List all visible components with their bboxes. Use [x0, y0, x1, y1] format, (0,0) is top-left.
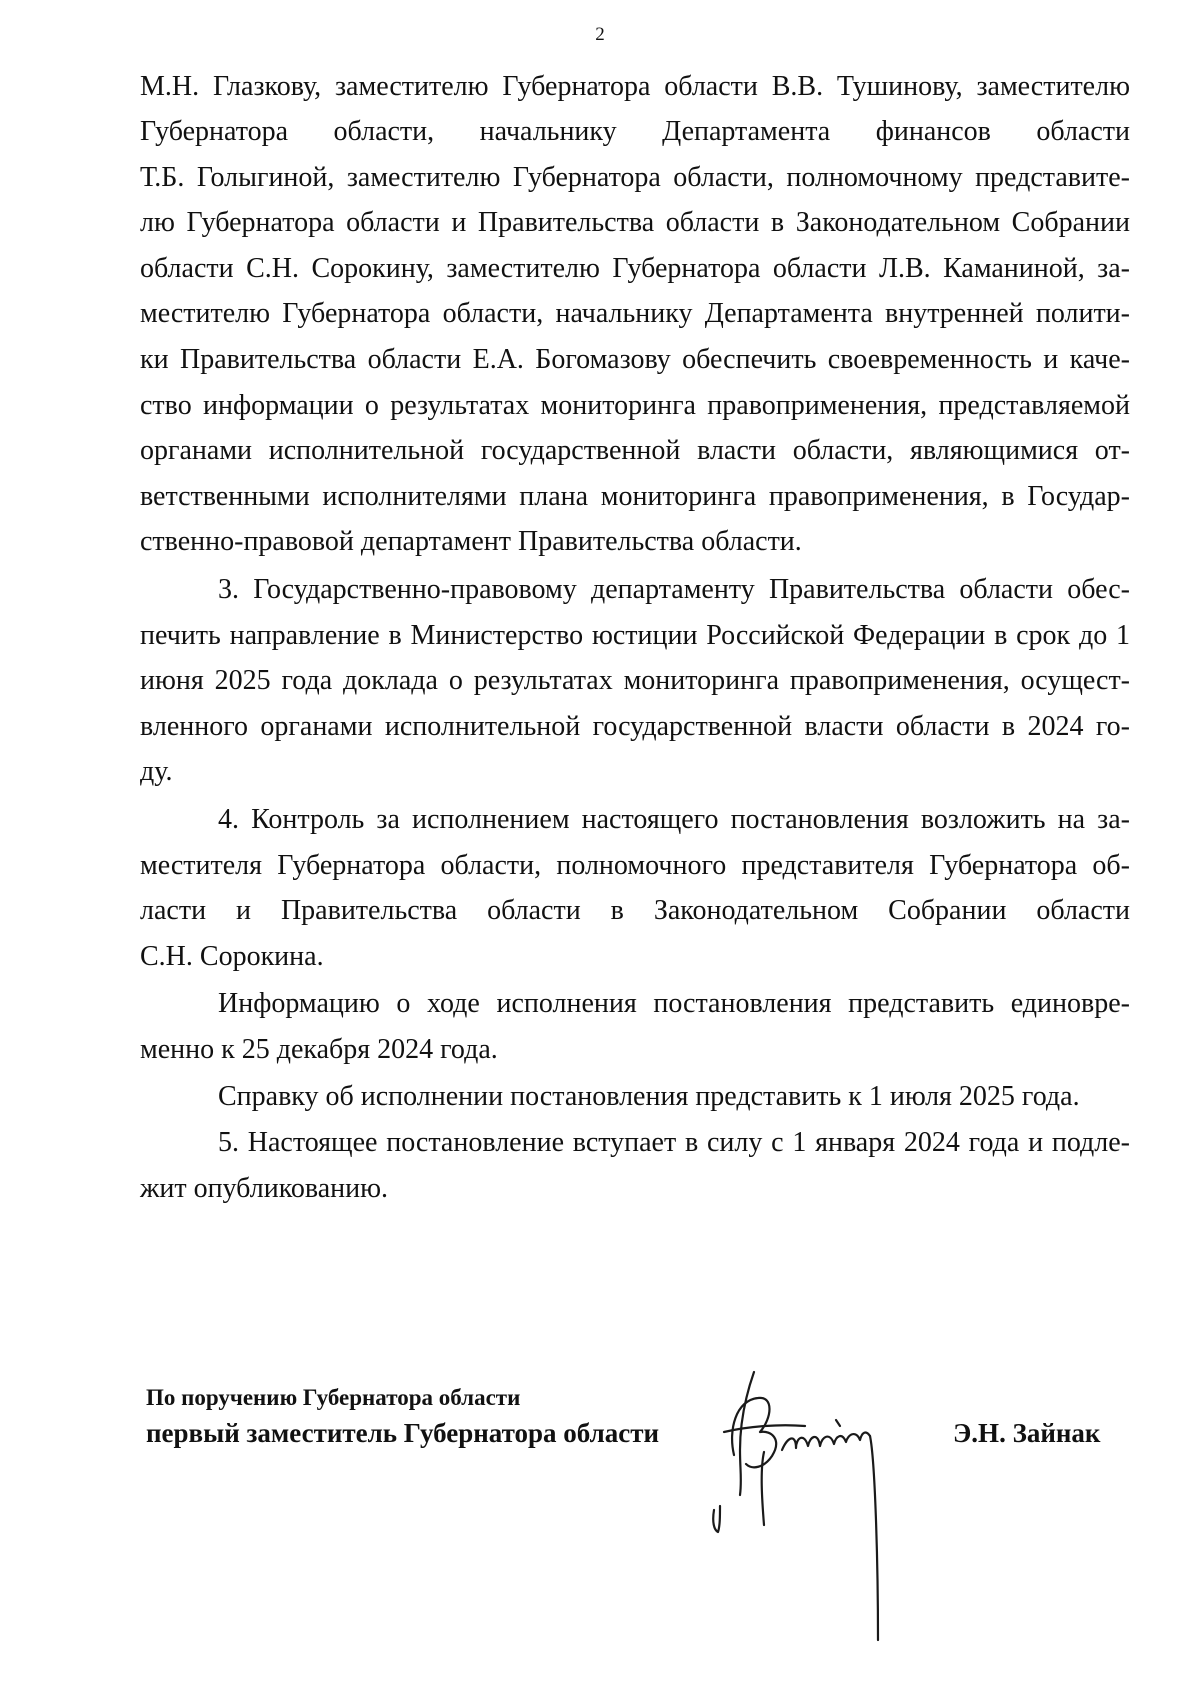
- text-line: ду.: [140, 756, 173, 787]
- paragraph-report-line: Справку об исполнении постановления представить к 1 июля 2025 года.: [218, 1081, 1080, 1112]
- paragraph-4-line: 4. Контроль за исполнением настоящего постановления возложить на за-: [218, 804, 1130, 835]
- text-line: Губернатора области, начальнику Департамента финансов области: [140, 116, 1130, 147]
- text-line: лю Губернатора области и Правительства области в Законодательном Собрании: [140, 207, 1130, 238]
- text-line: органами исполнительной государственной власти области, являющимися от-: [140, 435, 1130, 466]
- text-line: ки Правительства области Е.А. Богомазову обеспечить своевременность и каче-: [140, 344, 1130, 375]
- text-line: ветственными исполнителями плана мониторинга правоприменения, в Государ-: [140, 481, 1130, 512]
- paragraph-5-line: 5. Настоящее постановление вступает в силу с 1 января 2024 года и подле-: [218, 1127, 1130, 1158]
- text-line: местителю Губернатора области, начальнику Департамента внутренней полити-: [140, 298, 1130, 329]
- text-line: С.Н. Сорокина.: [140, 941, 324, 972]
- text-line: местителя Губернатора области, полномочного представителя Губернатора об-: [140, 850, 1130, 881]
- text-line: области С.Н. Сорокину, заместителю Губернатора области Л.В. Каманиной, за-: [140, 253, 1130, 284]
- paragraph-3-line: 3. Государственно-правовому департаменту Правительства области обес-: [218, 574, 1130, 605]
- paragraph-info-line: Информацию о ходе исполнения постановления представить единовре-: [218, 988, 1130, 1019]
- signer-position: первый заместитель Губернатора области: [146, 1418, 660, 1448]
- text-line: ласти и Правительства области в Законодательном Собрании области: [140, 895, 1130, 926]
- text-line: июня 2025 года доклада о результатах мониторинга правоприменения, осущест-: [140, 665, 1130, 696]
- text-line: жит опубликованию.: [140, 1173, 389, 1204]
- text-line: вленного органами исполнительной государственной власти области в 2024 го-: [140, 711, 1130, 742]
- handwritten-signature: [710, 1360, 940, 1660]
- text-line: М.Н. Глазкову, заместителю Губернатора области В.В. Тушинову, заместителю: [140, 71, 1130, 102]
- signer-name: Э.Н. Зайнак: [953, 1418, 1101, 1448]
- text-line: ство информации о результатах мониторинга правоприменения, представляемой: [140, 390, 1130, 421]
- text-line: ственно-правовой департамент Правительства области.: [140, 526, 802, 557]
- text-line: Т.Б. Голыгиной, заместителю Губернатора области, полномочному представите-: [140, 162, 1130, 193]
- signature-authority-line: По поручению Губернатора области: [146, 1385, 521, 1410]
- page-number: 2: [595, 24, 605, 45]
- text-line: менно к 25 декабря 2024 года.: [140, 1034, 498, 1065]
- text-line: печить направление в Министерство юстиции Российской Федерации в срок до 1: [140, 620, 1130, 651]
